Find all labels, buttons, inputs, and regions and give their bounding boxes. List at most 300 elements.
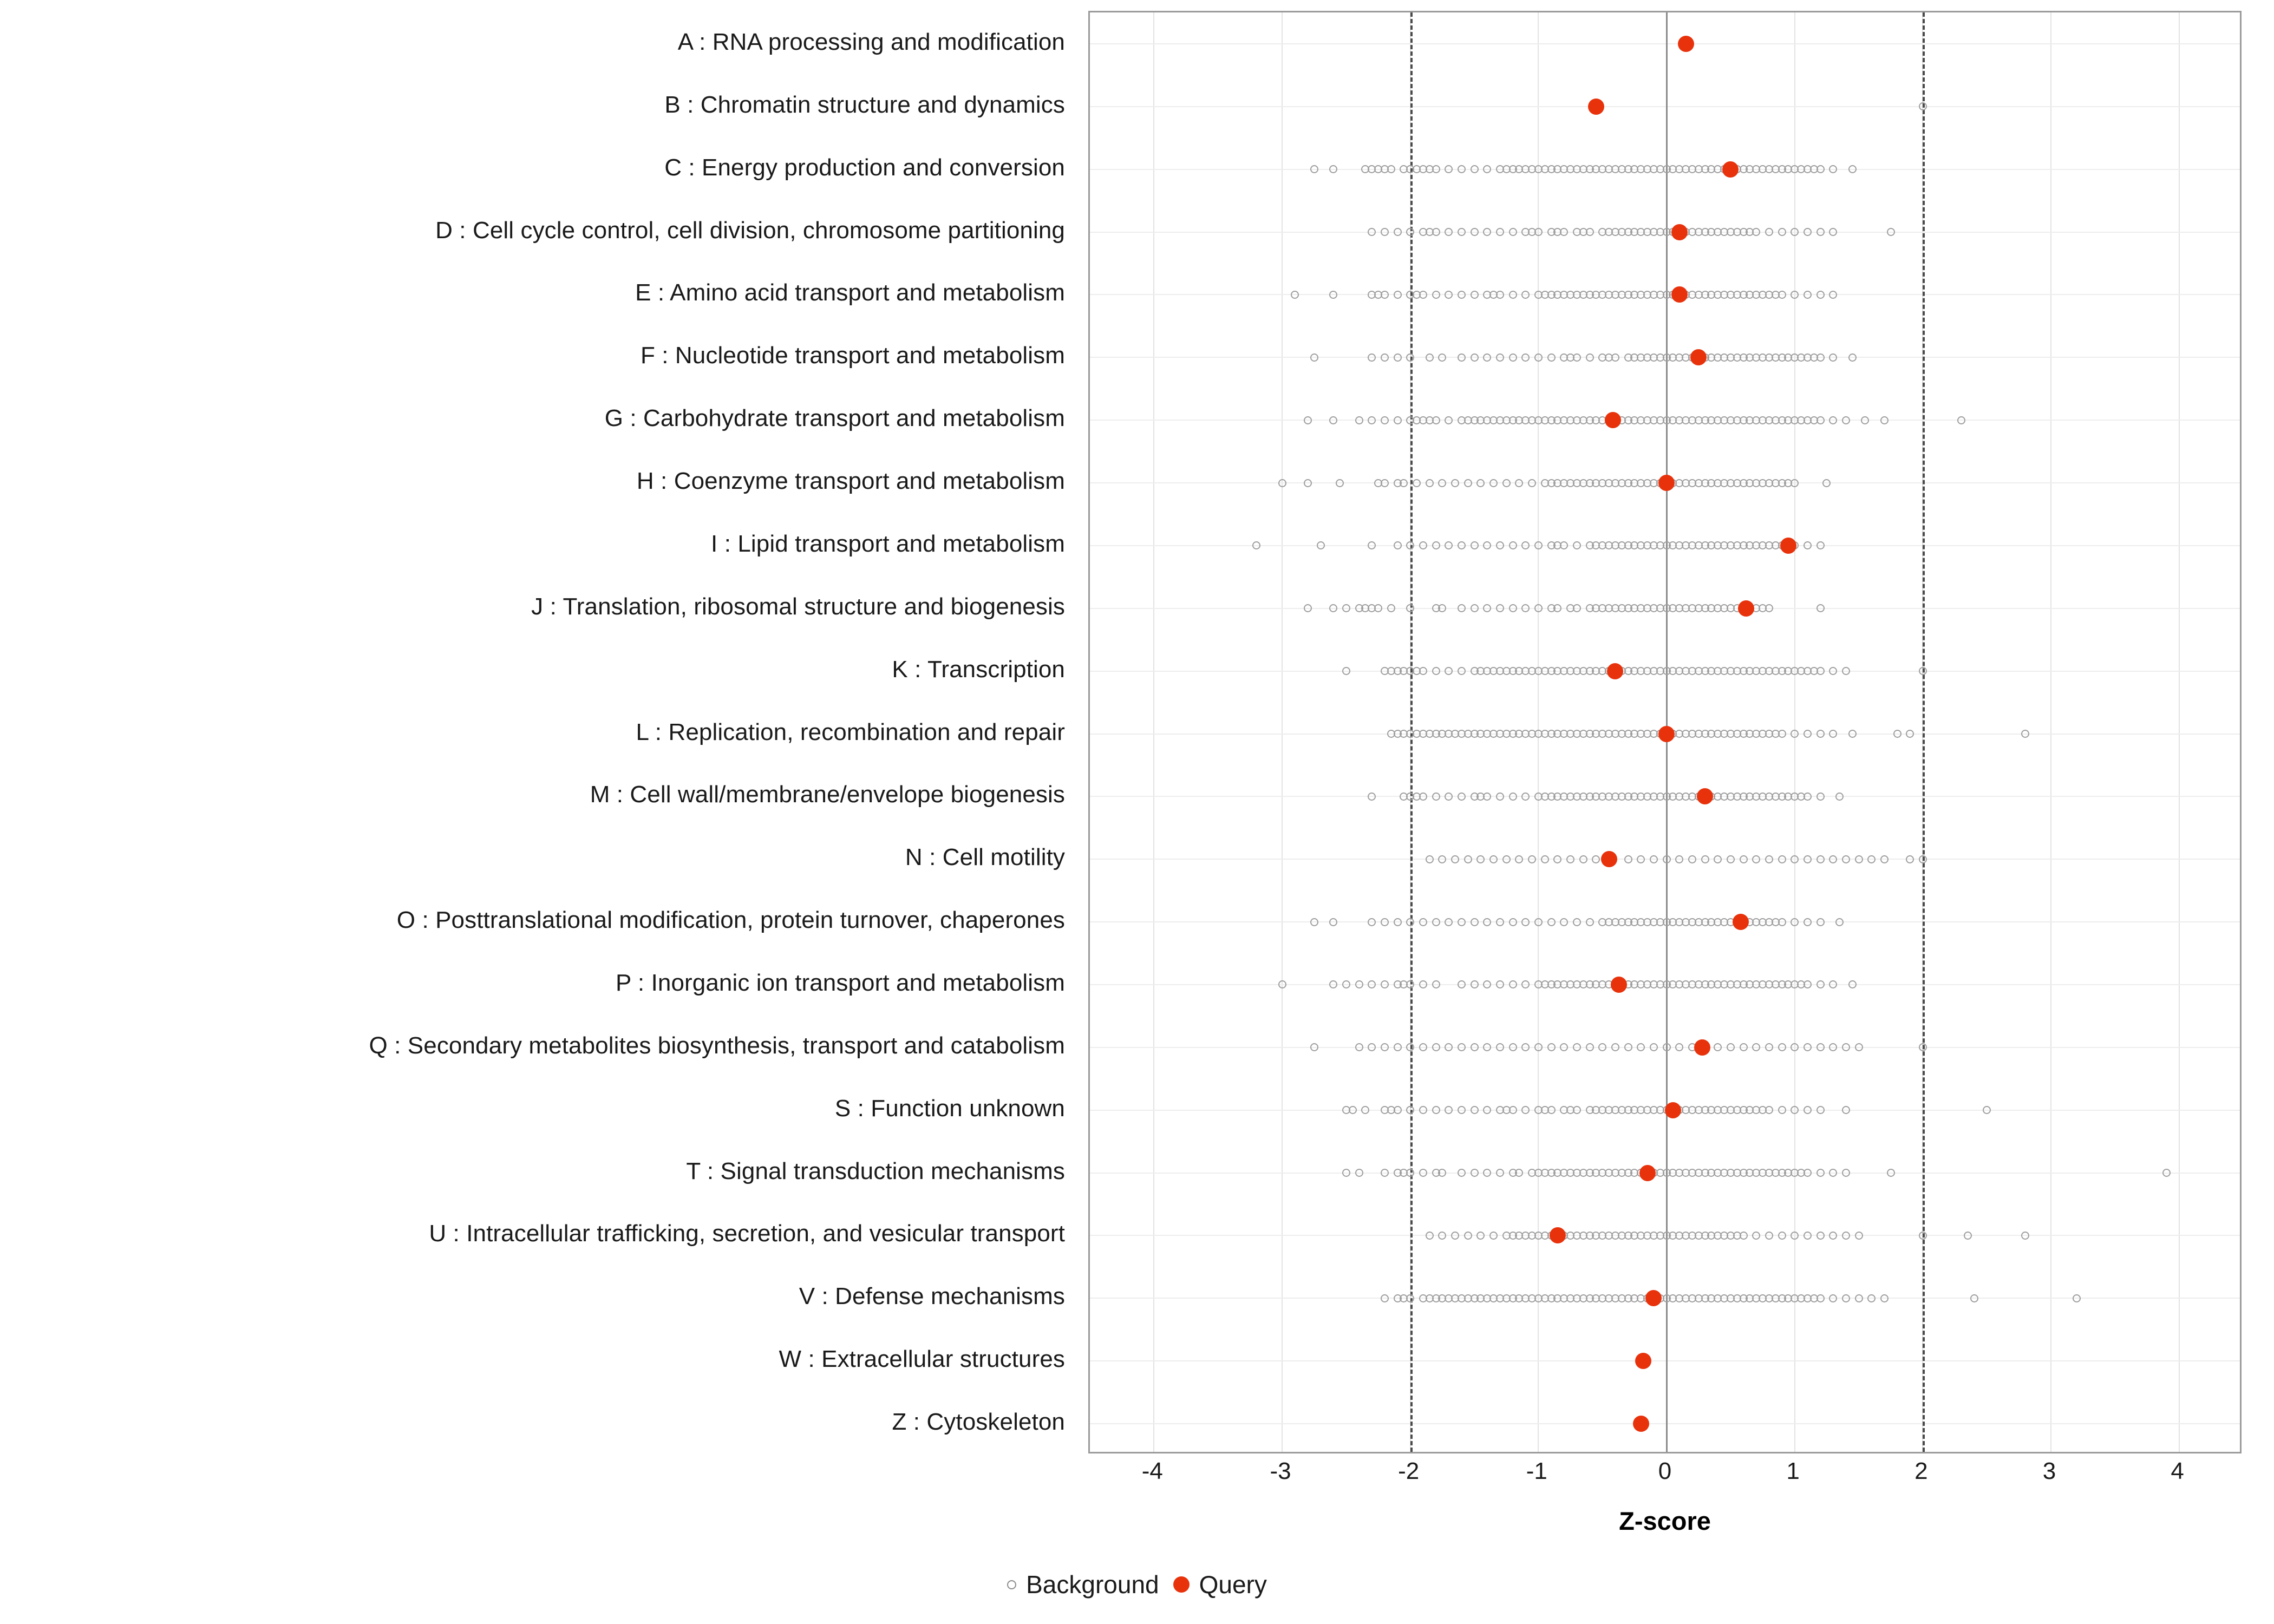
background-point (1803, 1169, 1812, 1177)
background-point (1496, 228, 1504, 236)
background-point (1842, 1294, 1850, 1302)
background-point (1534, 541, 1543, 549)
background-point (1464, 479, 1472, 487)
background-point (1381, 1043, 1389, 1051)
background-point (1560, 918, 1568, 926)
background-point (1842, 855, 1850, 863)
background-point (1458, 980, 1466, 988)
background-point (1586, 918, 1594, 926)
background-point (1304, 479, 1312, 487)
background-point (1483, 980, 1491, 988)
background-point (1919, 102, 1927, 110)
background-point (1880, 1294, 1889, 1302)
background-point (1803, 1106, 1812, 1114)
background-point (1829, 855, 1837, 863)
background-point (1451, 855, 1459, 863)
background-point (1381, 353, 1389, 362)
background-point (1464, 855, 1472, 863)
background-point (1291, 291, 1299, 299)
background-point (1509, 980, 1517, 988)
background-point (1515, 1169, 1523, 1177)
background-point (1867, 855, 1876, 863)
background-marker-icon (1007, 1580, 1016, 1589)
background-point (1381, 1294, 1389, 1302)
background-point (1765, 1106, 1773, 1114)
background-point (1803, 1043, 1812, 1051)
x-tick-label: -2 (1398, 1458, 1420, 1484)
plot-panel (1088, 11, 2242, 1453)
background-point (1394, 291, 1402, 299)
background-point (1355, 1043, 1363, 1051)
background-point (1521, 1106, 1530, 1114)
background-point (1816, 1106, 1825, 1114)
background-point (1496, 980, 1504, 988)
background-point (2162, 1169, 2171, 1177)
query-point[interactable] (1671, 224, 1688, 240)
background-point (2073, 1294, 2081, 1302)
background-point (1803, 1232, 1812, 1240)
category-label: I : Lipid transport and metabolism (711, 530, 1065, 557)
background-point (1675, 855, 1683, 863)
query-marker-icon (1173, 1576, 1190, 1593)
query-point[interactable] (1733, 914, 1749, 930)
background-point (1419, 1106, 1427, 1114)
query-point[interactable] (1607, 663, 1623, 679)
background-point (1791, 918, 1799, 926)
background-point (1816, 604, 1825, 612)
query-point[interactable] (1694, 1039, 1710, 1056)
category-label: W : Extracellular structures (779, 1346, 1065, 1373)
background-point (1471, 353, 1479, 362)
background-point (1586, 353, 1594, 362)
query-point[interactable] (1588, 99, 1604, 115)
x-tick-label: -1 (1526, 1458, 1547, 1484)
background-point (1483, 541, 1491, 549)
background-point (1848, 165, 1857, 173)
background-point (1489, 1232, 1498, 1240)
background-point (1458, 165, 1466, 173)
background-point (1445, 1106, 1453, 1114)
background-point (1791, 479, 1799, 487)
background-point (1368, 228, 1376, 236)
background-point (1816, 980, 1825, 988)
background-point (1560, 1043, 1568, 1051)
chart-legend (0, 1570, 2274, 1599)
query-point[interactable] (1690, 349, 1707, 365)
background-point (1791, 855, 1799, 863)
background-point (1791, 228, 1799, 236)
background-point (1675, 1043, 1683, 1051)
background-point (1573, 918, 1581, 926)
category-axis-labels (0, 11, 1075, 1453)
background-point (1432, 1106, 1440, 1114)
background-point (1778, 291, 1786, 299)
background-point (1637, 1043, 1645, 1051)
background-point (1541, 855, 1549, 863)
background-point (1329, 416, 1337, 424)
background-point (1509, 793, 1517, 801)
background-point (1740, 1232, 1748, 1240)
background-point (1361, 1106, 1369, 1114)
background-point (1471, 918, 1479, 926)
background-point (1855, 1232, 1863, 1240)
background-point (1855, 1043, 1863, 1051)
query-point[interactable] (1780, 538, 1796, 554)
background-point (1368, 918, 1376, 926)
background-point (1752, 1043, 1760, 1051)
background-point (1464, 1232, 1472, 1240)
background-point (1406, 1294, 1414, 1302)
background-point (1381, 1169, 1389, 1177)
background-point (1509, 541, 1517, 549)
background-point (1740, 1043, 1748, 1051)
background-point (1471, 604, 1479, 612)
background-point (1624, 1043, 1632, 1051)
background-point (1598, 1043, 1606, 1051)
background-point (1394, 1043, 1402, 1051)
background-point (1861, 416, 1869, 424)
background-point (1778, 730, 1786, 738)
background-point (1394, 228, 1402, 236)
background-point (1791, 1106, 1799, 1114)
background-point (2021, 730, 2029, 738)
category-label: V : Defense mechanisms (799, 1283, 1065, 1310)
background-point (1419, 667, 1427, 675)
background-point (1445, 165, 1453, 173)
background-point (1278, 980, 1286, 988)
category-label: E : Amino acid transport and metabolism (635, 279, 1065, 306)
background-point (1803, 228, 1812, 236)
background-point (1458, 541, 1466, 549)
background-point (1476, 479, 1485, 487)
background-point (1855, 855, 1863, 863)
query-point[interactable] (1611, 977, 1627, 993)
category-label: U : Intracellular trafficking, secretion, and vesicular transport (429, 1220, 1065, 1247)
background-point (1496, 541, 1504, 549)
background-point (1329, 165, 1337, 173)
background-point (1848, 980, 1857, 988)
background-point (1278, 479, 1286, 487)
background-point (1547, 1106, 1556, 1114)
background-point (1553, 604, 1561, 612)
background-point (1413, 479, 1421, 487)
background-point (1471, 980, 1479, 988)
background-point (1406, 228, 1414, 236)
background-point (1445, 793, 1453, 801)
background-point (1816, 1043, 1825, 1051)
background-point (1778, 1043, 1786, 1051)
background-point (1394, 353, 1402, 362)
category-label: S : Function unknown (834, 1095, 1065, 1122)
background-point (1880, 416, 1889, 424)
query-point[interactable] (1665, 1102, 1681, 1118)
background-point (1394, 1106, 1402, 1114)
background-point (1803, 291, 1812, 299)
background-point (1778, 1232, 1786, 1240)
background-point (1329, 918, 1337, 926)
background-point (1663, 1043, 1671, 1051)
category-label: H : Coenzyme transport and metabolism (636, 468, 1065, 495)
background-point (1835, 793, 1844, 801)
background-point (1573, 353, 1581, 362)
background-point (1765, 1043, 1773, 1051)
background-point (1476, 855, 1485, 863)
background-point (1496, 793, 1504, 801)
query-point[interactable] (1601, 851, 1617, 867)
background-point (1816, 416, 1825, 424)
query-point[interactable] (1671, 286, 1688, 303)
background-point (1368, 353, 1376, 362)
background-point (1406, 1043, 1414, 1051)
background-point (1586, 228, 1594, 236)
background-point (1406, 604, 1414, 612)
background-point (1394, 918, 1402, 926)
background-point (1342, 667, 1350, 675)
background-point (1855, 1294, 1863, 1302)
background-point (1496, 353, 1504, 362)
x-tick-label: 4 (2171, 1458, 2184, 1484)
background-point (1432, 918, 1440, 926)
background-point (1432, 541, 1440, 549)
background-point (1611, 353, 1619, 362)
background-point (1458, 353, 1466, 362)
query-point[interactable] (1738, 600, 1754, 617)
background-point (1592, 855, 1600, 863)
category-label: O : Posttranslational modification, protein turnover, chaperones (396, 907, 1065, 934)
legend-item-background (1007, 1570, 1159, 1599)
query-point[interactable] (1645, 1290, 1662, 1306)
category-label: Z : Cytoskeleton (892, 1409, 1065, 1436)
background-point (1803, 855, 1812, 863)
background-point (1483, 165, 1491, 173)
x-tick-label: 1 (1786, 1458, 1800, 1484)
background-point (1791, 1232, 1799, 1240)
background-point (1803, 980, 1812, 988)
background-point (1419, 291, 1427, 299)
background-point (1310, 1043, 1318, 1051)
background-point (1816, 1294, 1825, 1302)
background-point (1471, 291, 1479, 299)
background-point (1406, 980, 1414, 988)
background-point (1560, 228, 1568, 236)
background-point (1573, 1043, 1581, 1051)
background-point (1432, 228, 1440, 236)
category-label: M : Cell wall/membrane/envelope biogenesis (590, 781, 1065, 808)
background-point (1829, 667, 1837, 675)
background-point (1368, 793, 1376, 801)
background-point (1521, 1043, 1530, 1051)
background-point (1611, 1043, 1619, 1051)
background-point (1829, 165, 1837, 173)
background-point (1458, 1043, 1466, 1051)
background-point (1842, 1043, 1850, 1051)
legend-label-background: Background (1026, 1570, 1159, 1599)
background-point (1829, 416, 1837, 424)
x-tick-label: -4 (1141, 1458, 1163, 1484)
background-point (1893, 730, 1901, 738)
background-point (1829, 1169, 1837, 1177)
background-point (1349, 1106, 1357, 1114)
background-point (1566, 855, 1574, 863)
background-point (1458, 1106, 1466, 1114)
background-point (1394, 416, 1402, 424)
background-point (1368, 1043, 1376, 1051)
background-point (1438, 479, 1446, 487)
gridline-y (1090, 106, 2240, 107)
background-point (1829, 353, 1837, 362)
background-point (1509, 228, 1517, 236)
background-point (1887, 228, 1895, 236)
background-point (1458, 793, 1466, 801)
background-point (1419, 918, 1427, 926)
background-point (1515, 479, 1523, 487)
background-point (1816, 855, 1825, 863)
background-point (1957, 416, 1965, 424)
background-point (1714, 1043, 1722, 1051)
legend-label-query: Query (1199, 1570, 1267, 1599)
background-point (1496, 604, 1504, 612)
background-point (1381, 228, 1389, 236)
background-point (1406, 1106, 1414, 1114)
background-point (1829, 1232, 1837, 1240)
background-point (1432, 793, 1440, 801)
background-point (1400, 479, 1408, 487)
background-point (1438, 855, 1446, 863)
category-label: T : Signal transduction mechanisms (686, 1157, 1065, 1184)
background-point (1419, 980, 1427, 988)
background-point (1816, 165, 1825, 173)
background-point (1765, 228, 1773, 236)
background-point (1329, 604, 1337, 612)
background-point (1791, 1043, 1799, 1051)
query-point[interactable] (1722, 161, 1739, 178)
background-point (1822, 479, 1831, 487)
background-point (1880, 855, 1889, 863)
background-point (1765, 1232, 1773, 1240)
category-label: Q : Secondary metabolites biosynthesis, transport and catabolism (369, 1032, 1065, 1059)
background-point (1778, 918, 1786, 926)
background-point (1483, 353, 1491, 362)
background-point (1842, 1232, 1850, 1240)
background-point (1483, 1043, 1491, 1051)
background-point (1752, 855, 1760, 863)
background-point (1419, 1169, 1427, 1177)
background-point (1624, 855, 1632, 863)
background-point (1496, 918, 1504, 926)
background-point (1816, 291, 1825, 299)
background-point (1509, 291, 1517, 299)
background-point (1983, 1106, 1991, 1114)
background-point (1458, 228, 1466, 236)
background-point (1829, 980, 1837, 988)
background-point (1534, 353, 1543, 362)
category-label: A : RNA processing and modification (677, 28, 1065, 55)
background-point (1803, 918, 1812, 926)
background-point (1521, 918, 1530, 926)
category-label: B : Chromatin structure and dynamics (664, 91, 1065, 118)
query-point[interactable] (1550, 1227, 1566, 1243)
query-point[interactable] (1678, 36, 1694, 52)
background-point (1252, 541, 1260, 549)
category-label: P : Inorganic ion transport and metabolism (615, 969, 1065, 996)
query-point[interactable] (1658, 475, 1675, 491)
background-point (1509, 353, 1517, 362)
background-point (1778, 228, 1786, 236)
query-point[interactable] (1697, 788, 1713, 804)
background-point (1445, 541, 1453, 549)
background-point (1483, 1106, 1491, 1114)
background-point (1701, 855, 1709, 863)
background-point (1637, 855, 1645, 863)
background-point (1547, 1043, 1556, 1051)
query-point[interactable] (1635, 1353, 1651, 1369)
category-label: F : Nucleotide transport and metabolism (640, 342, 1065, 369)
background-point (1579, 855, 1587, 863)
query-point[interactable] (1633, 1416, 1649, 1432)
background-point (1496, 1169, 1504, 1177)
query-point[interactable] (1639, 1165, 1656, 1181)
background-point (1451, 1232, 1459, 1240)
background-point (1663, 855, 1671, 863)
background-point (1816, 1232, 1825, 1240)
background-point (1848, 353, 1857, 362)
background-point (1534, 918, 1543, 926)
background-point (1483, 1169, 1491, 1177)
background-point (1803, 541, 1812, 549)
background-point (1355, 980, 1363, 988)
background-point (1329, 291, 1337, 299)
background-point (1406, 918, 1414, 926)
background-point (1451, 479, 1459, 487)
background-point (1438, 353, 1446, 362)
background-point (1432, 416, 1440, 424)
background-point (1650, 855, 1658, 863)
background-point (1740, 855, 1748, 863)
background-point (1304, 604, 1312, 612)
background-point (1426, 1232, 1434, 1240)
background-point (1381, 291, 1389, 299)
background-point (1406, 541, 1414, 549)
background-point (1521, 793, 1530, 801)
query-point[interactable] (1605, 412, 1621, 428)
background-point (1919, 667, 1927, 675)
background-point (1329, 980, 1337, 988)
background-point (1310, 918, 1318, 926)
background-point (1471, 541, 1479, 549)
gridline-y (1090, 1423, 2240, 1424)
x-tick-label: 0 (1658, 1458, 1672, 1484)
background-point (1458, 604, 1466, 612)
background-point (1521, 353, 1530, 362)
background-point (1317, 541, 1325, 549)
background-point (1426, 479, 1434, 487)
background-point (1458, 918, 1466, 926)
background-point (1432, 980, 1440, 988)
background-point (1471, 165, 1479, 173)
query-point[interactable] (1658, 726, 1675, 742)
background-point (1374, 604, 1382, 612)
background-point (1816, 730, 1825, 738)
background-point (1438, 1232, 1446, 1240)
background-point (1509, 1043, 1517, 1051)
background-point (1355, 416, 1363, 424)
background-point (1368, 980, 1376, 988)
background-point (1368, 416, 1376, 424)
background-point (1515, 855, 1523, 863)
gridline-y (1090, 1360, 2240, 1361)
background-point (1816, 1169, 1825, 1177)
background-point (1342, 604, 1350, 612)
